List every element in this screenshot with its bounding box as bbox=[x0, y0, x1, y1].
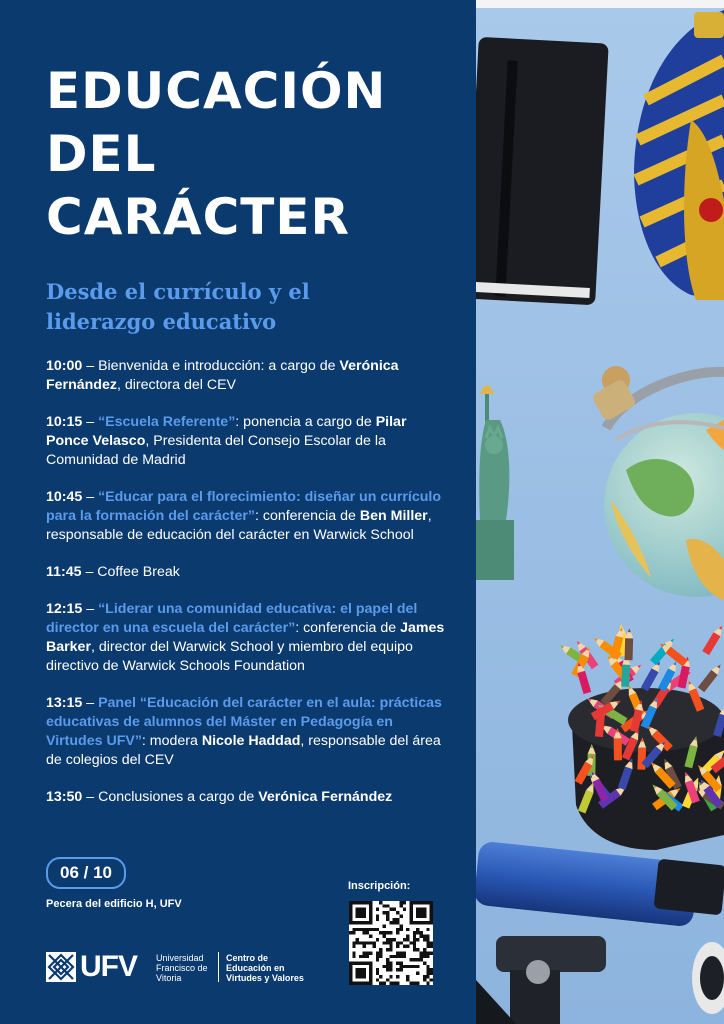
title-line: EDUCACIÓN bbox=[46, 62, 387, 120]
poster-title bbox=[46, 60, 386, 249]
logo-divider bbox=[218, 952, 219, 982]
agenda-time: 12:15 bbox=[46, 601, 83, 617]
logo-center-line: Centro de bbox=[226, 953, 269, 963]
agenda-time: 10:45 bbox=[46, 489, 83, 505]
agenda-item bbox=[46, 694, 446, 770]
speaker-name: Verónica Fernández bbox=[46, 358, 399, 393]
session-title: “Escuela Referente” bbox=[98, 414, 236, 430]
logo-university-line: Vitoria bbox=[156, 973, 182, 983]
logo-university bbox=[156, 953, 208, 983]
agenda-text: – bbox=[82, 489, 99, 505]
agenda-text: , directora del CEV bbox=[116, 377, 237, 393]
logo-university-line: Universidad bbox=[156, 953, 204, 963]
agenda-text: – bbox=[82, 414, 99, 430]
agenda-text: , director del Warwick School y miembro del equipo directivo de Warwick Schools Foundation bbox=[46, 639, 413, 674]
agenda-time: 10:15 bbox=[46, 414, 83, 430]
agenda-text: : conferencia de bbox=[254, 508, 360, 524]
agenda-item bbox=[46, 488, 446, 545]
ufv-logo-mark-icon bbox=[46, 952, 76, 982]
agenda-text: – bbox=[82, 695, 99, 711]
agenda-text: – Coffee Break bbox=[81, 564, 180, 580]
venue-text: Pecera del edificio H, UFV bbox=[46, 898, 182, 910]
agenda bbox=[46, 357, 446, 825]
session-title: “Liderar una comunidad educativa: el papel del director en una escuela del carácter” bbox=[46, 601, 418, 636]
agenda-time: 10:00 bbox=[46, 358, 83, 374]
agenda-text: – bbox=[82, 601, 99, 617]
title-line: DEL bbox=[46, 125, 157, 183]
agenda-time: 13:50 bbox=[46, 789, 83, 805]
agenda-text: – Bienvenida e introducción: a cargo de bbox=[82, 358, 340, 374]
agenda-item bbox=[46, 413, 446, 470]
agenda-item bbox=[46, 563, 446, 582]
speaker-name: Nicole Haddad bbox=[201, 733, 301, 749]
agenda-time: 11:45 bbox=[46, 564, 82, 580]
session-title: Panel “Educación del carácter en el aula: prácticas educativas de alumnos del Máster en Pedagogía en Virtudes UFV” bbox=[46, 695, 442, 749]
logo-center-line: Virtudes y Valores bbox=[226, 973, 304, 983]
agenda-text: , responsable del área de colegios del CEV bbox=[46, 733, 441, 768]
agenda-text: , Presidenta del Consejo Escolar de la Comunidad de Madrid bbox=[46, 433, 386, 468]
speaker-name: Pilar Ponce Velasco bbox=[46, 414, 407, 449]
photo-panel bbox=[476, 0, 724, 1024]
subtitle-line: Desde el currículo y el bbox=[46, 279, 310, 304]
date-badge: 06 / 10 bbox=[46, 857, 126, 889]
qr-code-icon[interactable] bbox=[349, 901, 433, 985]
logo-center bbox=[226, 953, 304, 983]
agenda-item bbox=[46, 600, 446, 676]
agenda-text: : modera bbox=[141, 733, 202, 749]
speaker-name: James Barker bbox=[46, 620, 445, 655]
subtitle-line: liderazgo educativo bbox=[46, 309, 277, 334]
poster-subtitle bbox=[46, 277, 446, 337]
agenda-text: – Conclusiones a cargo de bbox=[82, 789, 259, 805]
school-supplies-photo bbox=[476, 0, 724, 1024]
agenda-text: , responsable de educación del carácter en Warwick School bbox=[46, 508, 432, 543]
speaker-name: Ben Miller bbox=[359, 508, 428, 524]
title-line: CARÁCTER bbox=[46, 188, 351, 246]
logo-brand: UFV bbox=[80, 950, 137, 983]
agenda-item bbox=[46, 788, 446, 807]
inscription-label: Inscripción: bbox=[348, 880, 411, 892]
agenda-text: : conferencia de bbox=[295, 620, 401, 636]
logo-center-line: Educación en bbox=[226, 963, 285, 973]
speaker-name: Verónica Fernández bbox=[258, 789, 393, 805]
logo-university-line: Francisco de bbox=[156, 963, 208, 973]
notebook-icon bbox=[476, 37, 609, 305]
agenda-text: : ponencia a cargo de bbox=[235, 414, 376, 430]
session-title: “Educar para el florecimiento: diseñar un currículo para la formación del carácter” bbox=[46, 489, 442, 524]
ufv-logo bbox=[46, 950, 326, 986]
agenda-item bbox=[46, 357, 446, 395]
agenda-time: 13:15 bbox=[46, 695, 83, 711]
